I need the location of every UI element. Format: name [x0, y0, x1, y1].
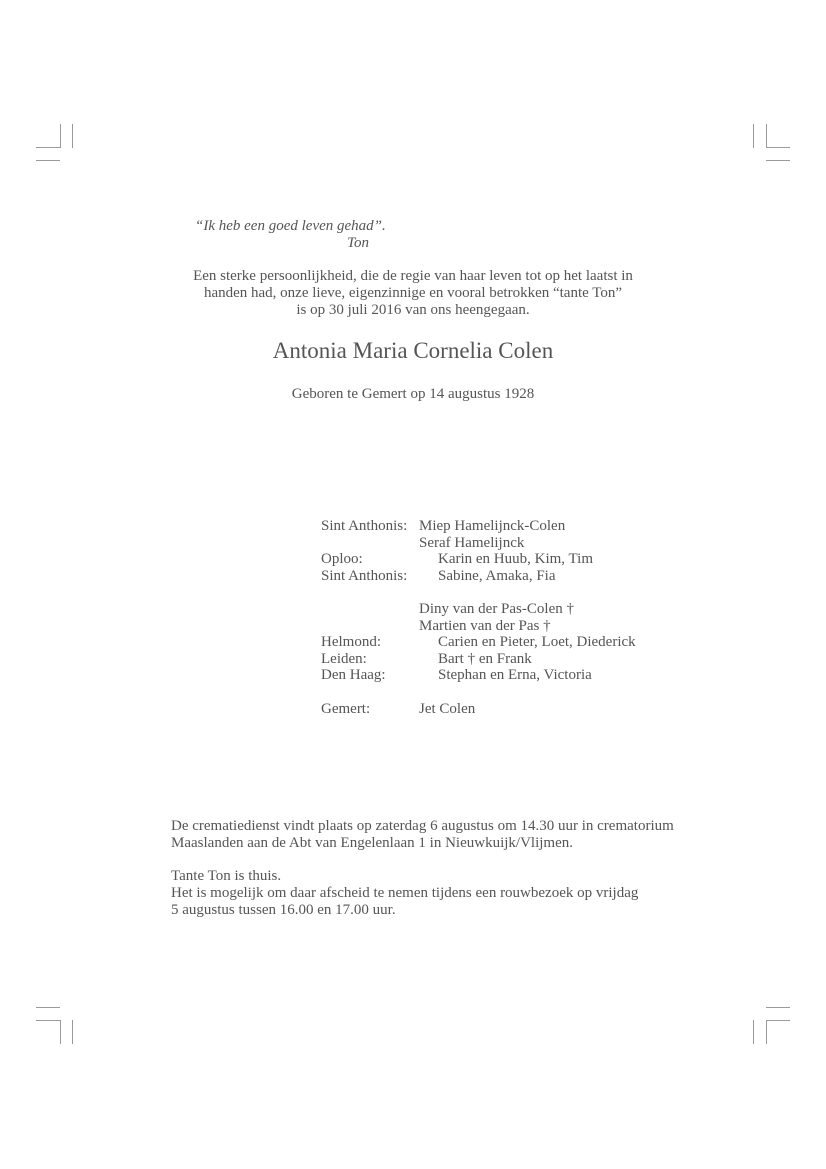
- service-line: Het is mogelijk om daar afscheid te nemen tijdens een rouwbezoek op vrijdag: [171, 884, 639, 901]
- family-place: Sint Anthonis:: [321, 567, 408, 584]
- crop-mark: [72, 1020, 73, 1044]
- family-name: Karin en Huub, Kim, Tim: [438, 551, 594, 568]
- family-name: Martien van der Pas †: [419, 617, 551, 634]
- crop-mark: [766, 124, 767, 148]
- service-info: [171, 818, 674, 918]
- crop-mark: [753, 124, 754, 148]
- service-line: Maaslanden aan de Abt van Engelenlaan 1 in Nieuwkuijk/Vlijmen.: [171, 834, 573, 851]
- family-name: Bart † en Frank: [438, 650, 532, 667]
- family-name: Sabine, Amaka, Fia: [438, 567, 556, 584]
- family-name: Miep Hamelijnck-Colen: [419, 518, 566, 534]
- service-line: De crematiedienst vindt plaats op zaterdag 6 augustus om 14.30 uur in crematorium: [171, 818, 674, 834]
- crop-mark: [766, 1007, 790, 1008]
- crop-mark: [766, 160, 790, 161]
- family-place: Den Haag:: [321, 667, 386, 684]
- family-name: Jet Colen: [419, 700, 476, 717]
- crop-mark: [766, 1020, 790, 1021]
- intro-line: Een sterke persoonlijkheid, die de regie van haar leven tot op het laatst in: [193, 268, 633, 284]
- crop-mark: [36, 1020, 60, 1021]
- family-name: Seraf Hamelijnck: [419, 534, 525, 551]
- family-place: Oploo:: [321, 551, 363, 568]
- intro-line: handen had, onze lieve, eigenzinnige en vooral betrokken “tante Ton”: [203, 285, 623, 301]
- quote-text: “Ik heb een goed leven gehad”.: [195, 218, 386, 234]
- crop-mark: [72, 124, 73, 148]
- deceased-name: Antonia Maria Cornelia Colen: [272, 338, 554, 363]
- birth-line: Geboren te Gemert op 14 augustus 1928: [291, 386, 535, 402]
- crop-mark: [766, 1020, 767, 1044]
- crop-mark: [766, 147, 790, 148]
- quote-author: Ton: [347, 235, 369, 251]
- service-line: 5 augustus tussen 16.00 en 17.00 uur.: [171, 901, 396, 918]
- family-place: Helmond:: [321, 634, 381, 651]
- crop-mark: [36, 1007, 60, 1008]
- family-place: Gemert:: [321, 700, 371, 717]
- service-line: Tante Ton is thuis.: [171, 868, 282, 885]
- family-name: Stephan en Erna, Victoria: [438, 667, 592, 684]
- intro-line: is op 30 juli 2016 van ons heengegaan.: [296, 302, 530, 318]
- family-place: Leiden:: [321, 650, 367, 667]
- crop-mark: [60, 1020, 61, 1044]
- service-spacer: [171, 851, 674, 868]
- crop-mark: [753, 1020, 754, 1044]
- crop-mark: [36, 160, 60, 161]
- crop-mark: [36, 147, 60, 148]
- family-name: Diny van der Pas-Colen †: [419, 600, 574, 617]
- crop-mark: [60, 124, 61, 148]
- family-place: Sint Anthonis:: [321, 518, 408, 534]
- family-name: Carien en Pieter, Loet, Diederick: [438, 634, 636, 651]
